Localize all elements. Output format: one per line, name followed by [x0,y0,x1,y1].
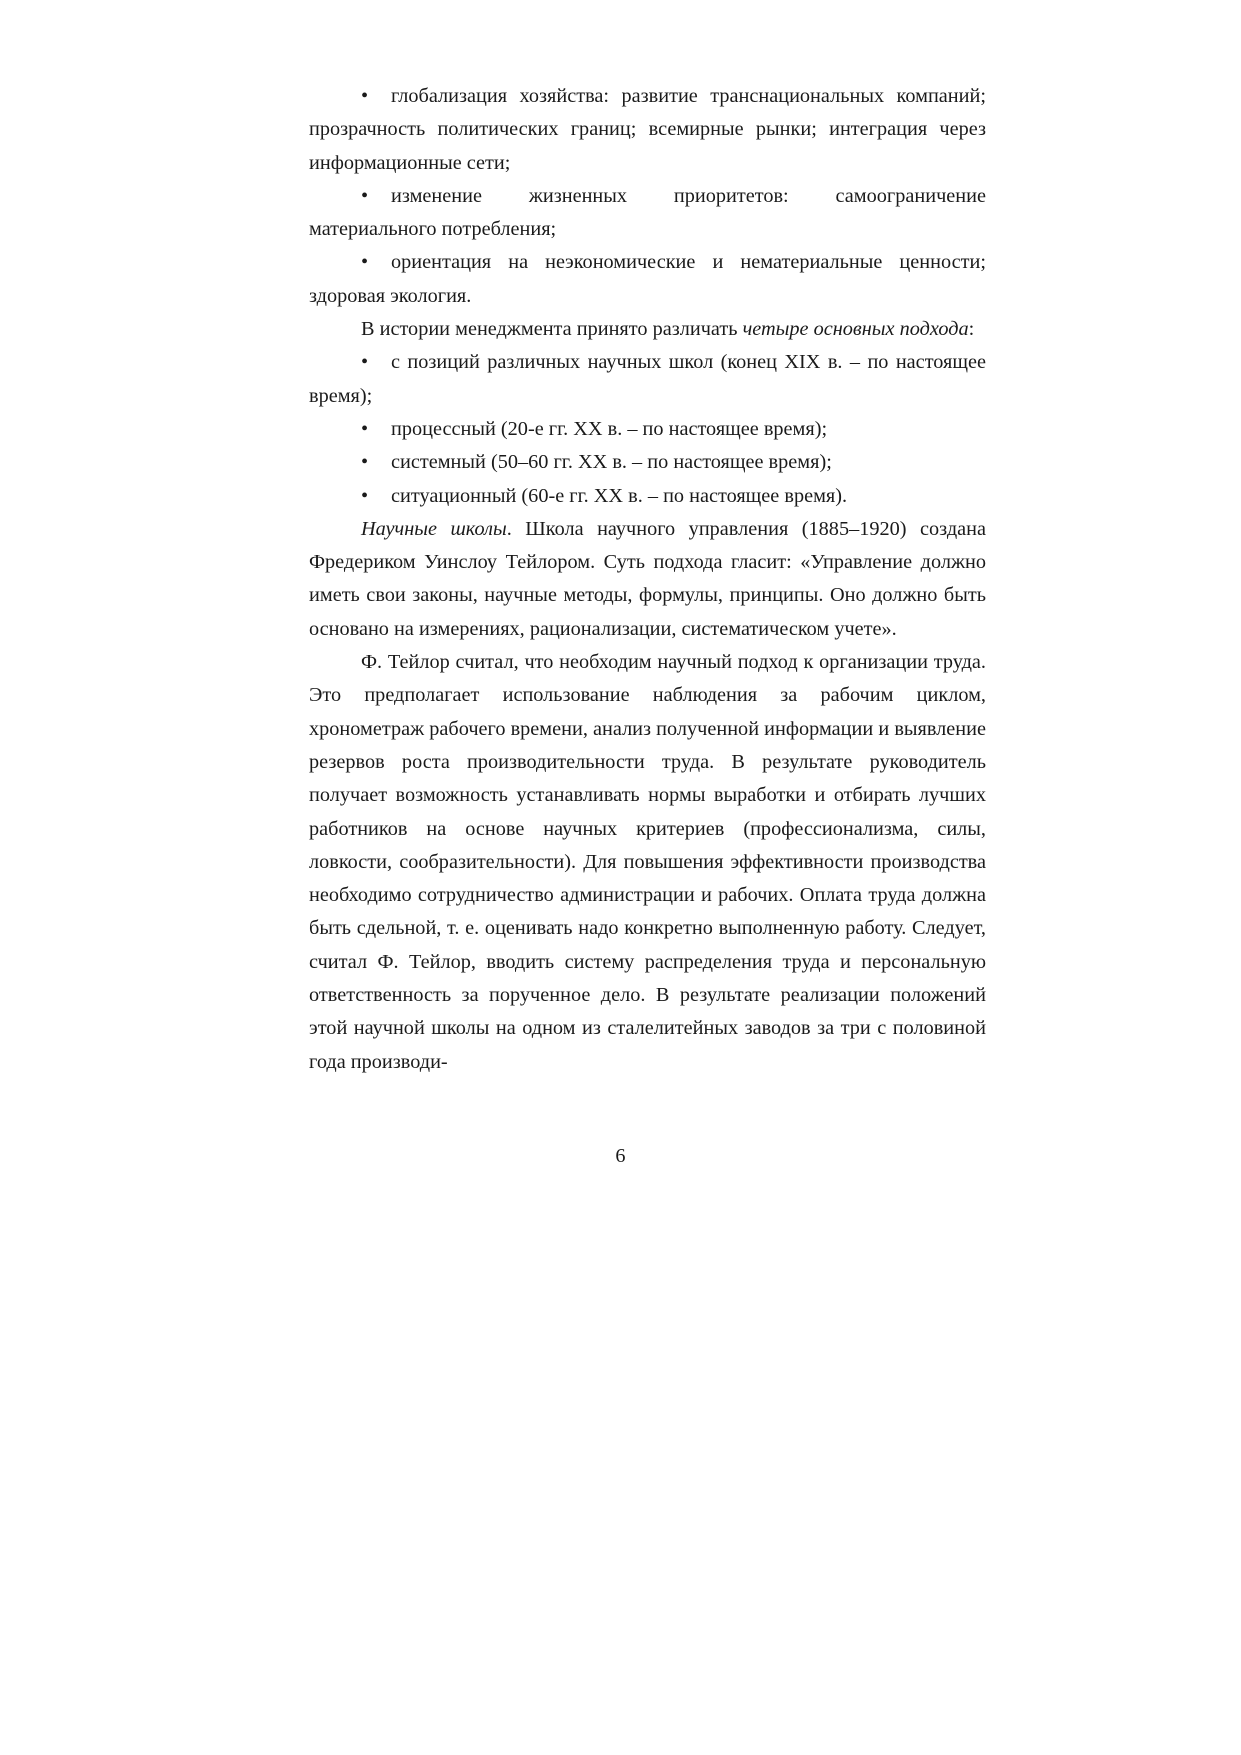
list-item [309,480,986,513]
list-item [309,180,986,247]
body-text [309,80,986,1079]
list-item-text: глобализация хозяйства: развитие транснациональных компаний; прозрачность политических границ; всемирные рынки; интеграция через информационные сети; [309,85,986,174]
approaches-intro [309,313,986,346]
list-item-text: процессный (20-е гг. XX в. – по настоящее время); [391,417,828,440]
list-item-text: ситуационный (60-е гг. XX в. – по настоящее время). [391,484,848,507]
bullet-icon: • [361,351,369,374]
taylor-paragraph: Ф. Тейлор считал, что необходим научный подход к организации труда. Это предполагает использование наблюдения за рабочим циклом, хронометраж рабочего времени, анализ полученной информации и выявление резервов роста производительности труда. В результате руководитель получает возможность устанавливать нормы выработки и отбирать лучших работников на основе научных критериев (профессионализма, силы, ловкости, сообразительности). Для повышения эффективности производства необходимо сотрудничество администрации и рабочих. Оплата труда должна быть сдельной, т. е. оценивать надо конкретно выполненную работу. Следует, считал Ф. Тейлор, вводить систему распределения труда и персональную ответственность за порученное дело. В результате реализации положений этой научной школы на одном из сталелитейных заводов за три с половиной года производи- [309,651,986,1073]
list-item [309,413,986,446]
list-item [309,246,986,313]
bullet-icon: • [361,417,369,440]
list-item [309,346,986,413]
bullet-icon: • [361,184,369,207]
section-heading-inline: Научные школы [361,517,507,540]
bullet-icon: • [361,85,369,107]
list-item [309,446,986,479]
paragraph-text: . Школа научного управления (1885–1920) создана Фредериком Уинслоу Тейлором. Суть подхода гласит: «Управление должно иметь свои законы, научные методы, формулы, принципы. Оно должно быть основано на измерениях, рационализации, систематическом учете». [309,517,986,640]
intro-emphasis: четыре основных подхода [742,318,969,341]
list-item-text: изменение жизненных приоритетов: самоограничение материального потребления; [309,184,986,241]
bullet-icon: • [361,451,369,474]
bullet-icon: • [361,251,369,274]
bullet-icon: • [361,484,369,507]
intro-colon: : [968,318,975,341]
list-item-text: системный (50–60 гг. XX в. – по настоящее время); [391,451,832,474]
list-item-text: с позиций различных научных школ (конец XIX в. – по настоящее время); [309,351,986,407]
list-item [309,80,986,180]
intro-text: В истории менеджмента принято различать [361,318,743,341]
list-item-text: ориентация на неэкономические и нематериальные ценности; здоровая экология. [309,251,986,307]
page-number: 6 [615,1145,626,1167]
scientific-schools-paragraph [309,513,986,646]
